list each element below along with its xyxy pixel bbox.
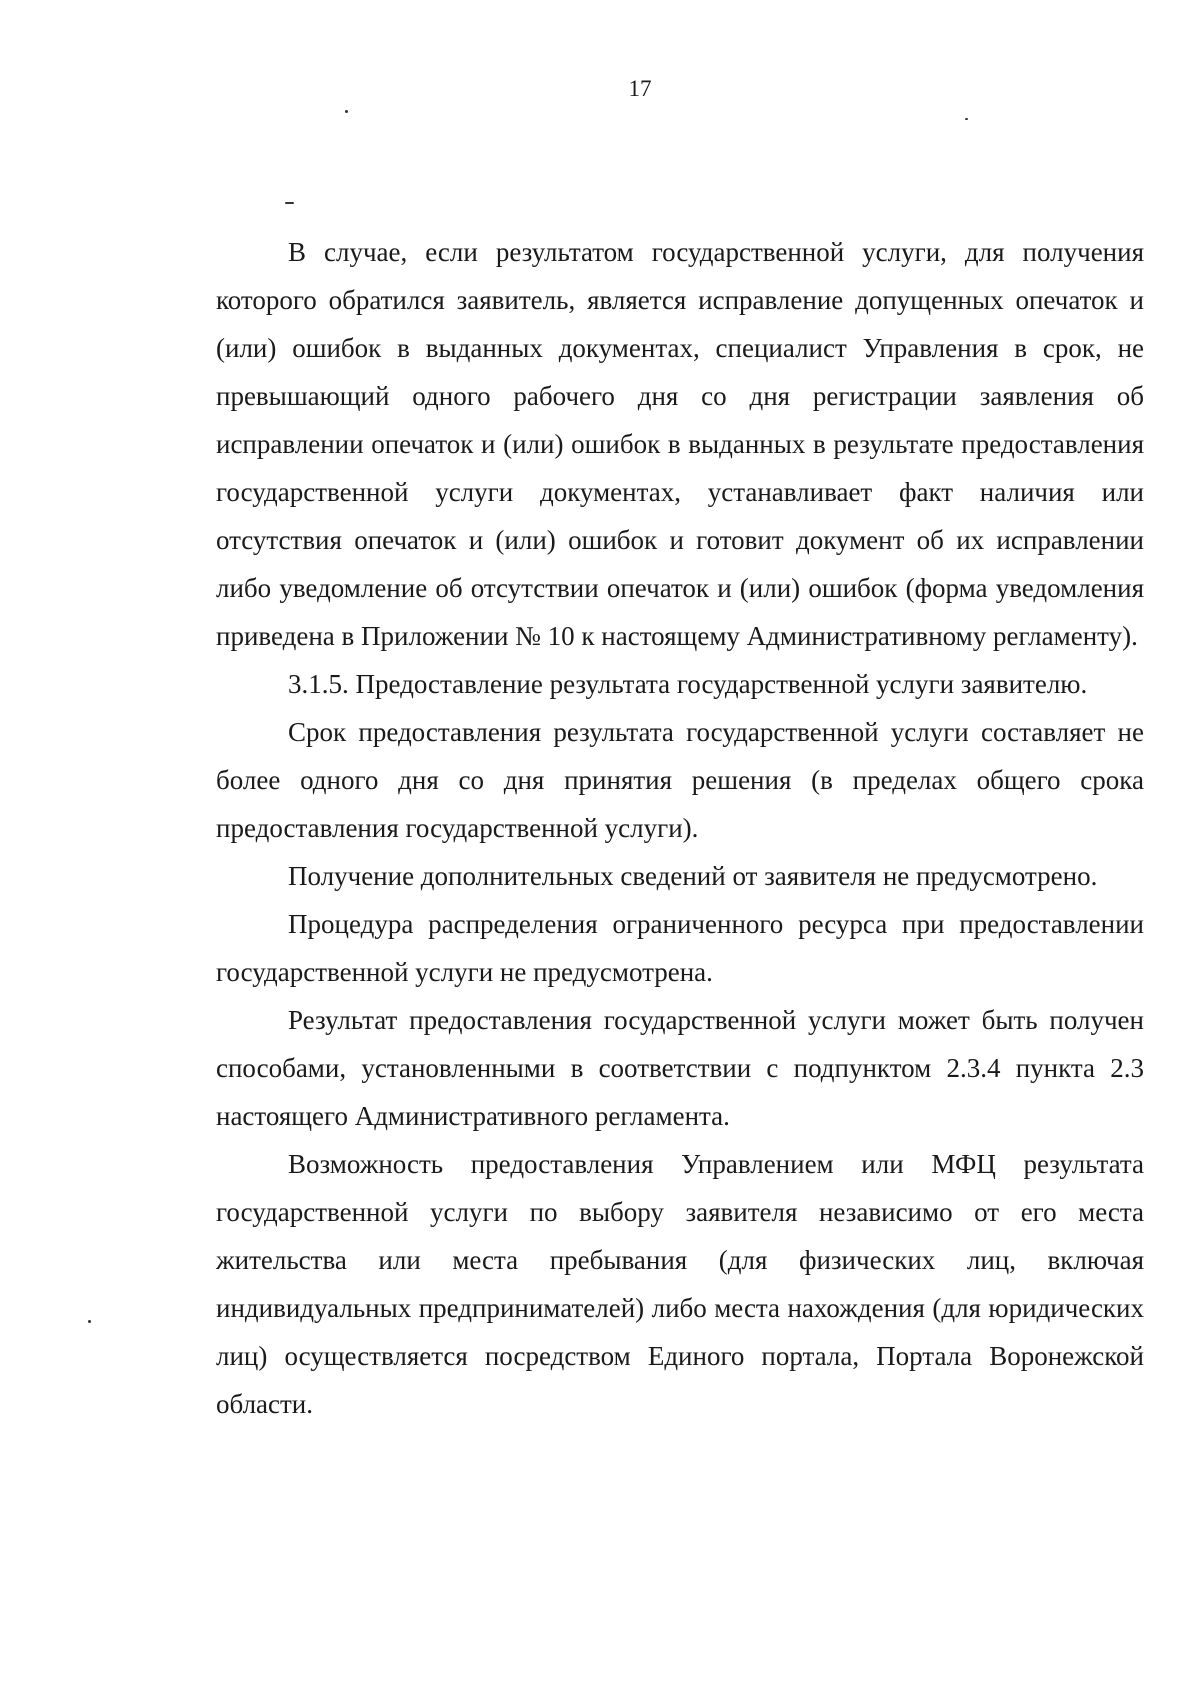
paragraph-result-term: Срок предоставления результата государственной услуги составляет не более одного дня со дня принятия решения (в пределах общего срока предоставления государственной услуги). <box>216 717 1144 843</box>
paragraph-extraterritorial: Возможность предоставления Управлением или МФЦ результата государственной услуги по выбору заявителя независимо от его места жительства или места пребывания (для физических лиц, включая индивидуальных предпринимателей) либо места нахождения (для юридических лиц) осуществляется посредством Единого портала, Портала Воронежской области. <box>216 1149 1144 1419</box>
paragraph-result-methods: Результат предоставления государственной услуги может быть получен способами, установленными в соответствии с подпунктом 2.3.4 пункта 2.3 настоящего Административного регламента. <box>216 1005 1144 1131</box>
document-body <box>216 228 1144 1428</box>
section-heading-3-1-5: 3.1.5. Предоставление результата государственной услуги заявителю. <box>288 669 1088 699</box>
page-number: 17 <box>628 76 652 101</box>
scan-speck <box>965 118 968 120</box>
scan-speck <box>285 202 294 204</box>
scan-speck <box>345 110 348 113</box>
paragraph-typo-correction: В случае, если результатом государственной услуги, для получения которого обратился заявитель, является исправление допущенных опечаток и (или) ошибок в выданных документах, специалист Управления в срок, не превышающий одного рабочего дня со дня регистрации заявления об исправлении опечаток и (или) ошибок в выданных в результате предоставления государственной услуги документах, устанавливает факт наличия или отсутствия опечаток и (или) ошибок и готовит документ об их исправлении либо уведомление об отсутствии опечаток и (или) ошибок (форма уведомления приведена в Приложении № 10 к настоящему Административному регламенту). <box>216 237 1144 651</box>
paragraph-additional-info: Получение дополнительных сведений от заявителя не предусмотрено. <box>288 861 1098 891</box>
scan-speck <box>88 1320 91 1323</box>
paragraph-resource-distribution: Процедура распределения ограниченного ресурса при предоставлении государственной услуги не предусмотрена. <box>216 909 1144 987</box>
